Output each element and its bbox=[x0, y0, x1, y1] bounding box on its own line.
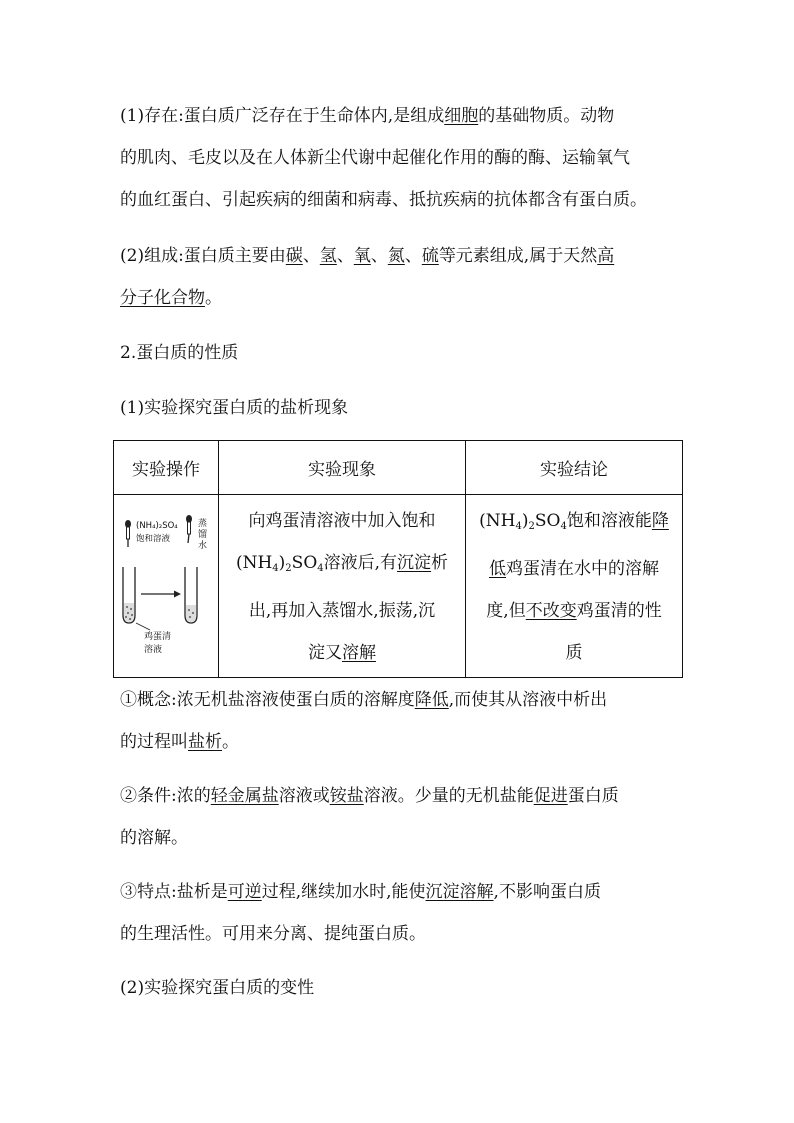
underlined-answer: 轻金属盐 bbox=[210, 786, 279, 806]
text: 鸡蛋清在水中的溶解 bbox=[506, 559, 659, 579]
text: 度,但 bbox=[486, 601, 526, 621]
underlined-answer: 盐析 bbox=[188, 732, 222, 752]
conclusion-line bbox=[466, 500, 682, 548]
text: ①概念:浓无机盐溶液使蛋白质的溶解度 bbox=[120, 690, 415, 710]
underlined-answer: 硫 bbox=[421, 246, 439, 266]
water-label: 馏 bbox=[198, 530, 208, 540]
text: 、 bbox=[370, 246, 388, 266]
text: 。 bbox=[205, 288, 222, 308]
subscript: 4 bbox=[560, 521, 567, 532]
text: (1)存在:蛋白质广泛存在于生命体内,是组成 bbox=[120, 106, 445, 126]
experiment-diagram-illustration bbox=[114, 495, 218, 677]
paragraph-existence-line2: 的肌肉、毛皮以及在人体新尘代谢中起催化作用的酶的酶、运输氧气 bbox=[120, 148, 630, 168]
phenomenon-line bbox=[219, 632, 465, 674]
underlined-answer: 氧 bbox=[353, 246, 371, 266]
dropper-right-icon bbox=[186, 515, 192, 543]
text: ) bbox=[521, 511, 529, 531]
text: 溶液或 bbox=[278, 786, 330, 806]
label-leader-line bbox=[136, 623, 150, 630]
underlined-answer: 高 bbox=[597, 246, 615, 266]
underlined-answer: 降低 bbox=[414, 690, 449, 710]
conclusion-line: 质 bbox=[565, 643, 583, 663]
text: 、 bbox=[404, 246, 422, 266]
concept-line1 bbox=[120, 688, 607, 712]
text: 蛋白质 bbox=[567, 786, 619, 806]
text: 析 bbox=[431, 553, 449, 573]
text: ②条件:浓的 bbox=[120, 786, 211, 806]
paragraph-composition-line2 bbox=[120, 286, 222, 310]
tube-label: 鸡蛋清 bbox=[144, 632, 172, 642]
phenomenon-line bbox=[219, 542, 465, 590]
text: 饱和溶液能 bbox=[566, 511, 652, 531]
test-tube-right-icon bbox=[185, 567, 197, 623]
text: ,而使其从溶液中析出 bbox=[448, 690, 608, 710]
reagent-formula: (NH₄)₂SO₄ bbox=[136, 521, 178, 531]
underlined-answer: 氮 bbox=[387, 246, 405, 266]
phenomenon-line: 向鸡蛋清溶液中加入饱和 bbox=[248, 511, 436, 531]
underlined-answer: 降 bbox=[651, 511, 669, 531]
text: 淀又 bbox=[308, 643, 342, 663]
reagent-label: 饱和溶液 bbox=[136, 534, 171, 544]
underlined-answer: 沉淀 bbox=[397, 553, 432, 573]
subscript: 2 bbox=[285, 563, 292, 574]
condition-line1 bbox=[120, 784, 619, 808]
experiment-diagram bbox=[114, 495, 218, 677]
text: 、 bbox=[336, 246, 354, 266]
conclusion-line bbox=[466, 590, 682, 632]
arrow-right-icon bbox=[141, 591, 181, 598]
text: 的过程叫 bbox=[120, 732, 188, 752]
phenomenon-line: 出,再加入蒸馏水,振荡,沉 bbox=[248, 601, 436, 621]
text: 、 bbox=[302, 246, 320, 266]
underlined-answer: 碳 bbox=[285, 246, 303, 266]
table-header: 实验现象 bbox=[219, 441, 466, 495]
subscript: 4 bbox=[272, 563, 279, 574]
text: ③特点:盐析是 bbox=[120, 882, 228, 902]
text: SO bbox=[291, 553, 318, 573]
paragraph-existence-line1 bbox=[120, 104, 614, 128]
feature-line2: 的生理活性。可用来分离、提纯蛋白质。 bbox=[120, 924, 426, 944]
paragraph-composition-line1 bbox=[120, 244, 614, 268]
text: 。 bbox=[222, 732, 239, 752]
water-label: 蒸 bbox=[198, 519, 208, 529]
underlined-answer: 氢 bbox=[319, 246, 337, 266]
subscript: 4 bbox=[317, 563, 324, 574]
underlined-answer: 可逆 bbox=[227, 882, 262, 902]
subheading-salting-out: (1)实验探究蛋白质的盐析现象 bbox=[120, 398, 349, 418]
concept-line2 bbox=[120, 730, 239, 754]
text: 过程,继续加水时,能使 bbox=[261, 882, 426, 902]
text: ) bbox=[278, 553, 286, 573]
tube-label: 溶液 bbox=[144, 645, 163, 655]
water-label: 水 bbox=[198, 541, 208, 551]
text: SO bbox=[534, 511, 561, 531]
subscript: 4 bbox=[515, 521, 522, 532]
underlined-answer: 细胞 bbox=[444, 106, 479, 126]
phenomenon-cell bbox=[219, 495, 466, 678]
subscript: 2 bbox=[528, 521, 535, 532]
feature-line1 bbox=[120, 880, 601, 904]
underlined-answer: 不改变 bbox=[525, 601, 577, 621]
table-row bbox=[114, 495, 683, 678]
underlined-answer: 溶解 bbox=[342, 643, 376, 663]
underlined-answer: 沉淀溶解 bbox=[425, 882, 494, 902]
underlined-answer: 促进 bbox=[533, 786, 568, 806]
test-tube-left-icon bbox=[123, 567, 135, 623]
operation-cell bbox=[114, 495, 219, 678]
text: (NH bbox=[479, 511, 516, 531]
subheading-denaturation: (2)实验探究蛋白质的变性 bbox=[120, 978, 315, 998]
section-heading-properties: 2.蛋白质的性质 bbox=[120, 343, 239, 363]
underlined-answer: 分子化合物 bbox=[120, 288, 205, 308]
underlined-answer: 铵盐 bbox=[329, 786, 364, 806]
condition-line2: 的溶解。 bbox=[120, 828, 188, 848]
text: 等元素组成,属于天然 bbox=[438, 246, 598, 266]
underlined-answer: 低 bbox=[489, 559, 506, 579]
table-header: 实验操作 bbox=[114, 441, 219, 495]
conclusion-line bbox=[466, 548, 682, 590]
text: 溶液后,有 bbox=[323, 553, 398, 573]
paragraph-existence-line3: 的血红蛋白、引起疾病的细菌和病毒、抵抗疾病的抗体都含有蛋白质。 bbox=[120, 190, 647, 210]
text: 溶液。少量的无机盐能 bbox=[363, 786, 534, 806]
text: 的基础物质。动物 bbox=[478, 106, 615, 126]
experiment-table bbox=[113, 440, 683, 678]
text: 鸡蛋清的性 bbox=[576, 601, 662, 621]
text: (NH bbox=[235, 553, 273, 573]
conclusion-cell bbox=[466, 495, 683, 678]
table-header: 实验结论 bbox=[466, 441, 683, 495]
text: ,不影响蛋白质 bbox=[493, 882, 601, 902]
table-header-row bbox=[114, 441, 683, 495]
text: (2)组成:蛋白质主要由 bbox=[120, 246, 286, 266]
dropper-left-icon bbox=[125, 520, 131, 547]
